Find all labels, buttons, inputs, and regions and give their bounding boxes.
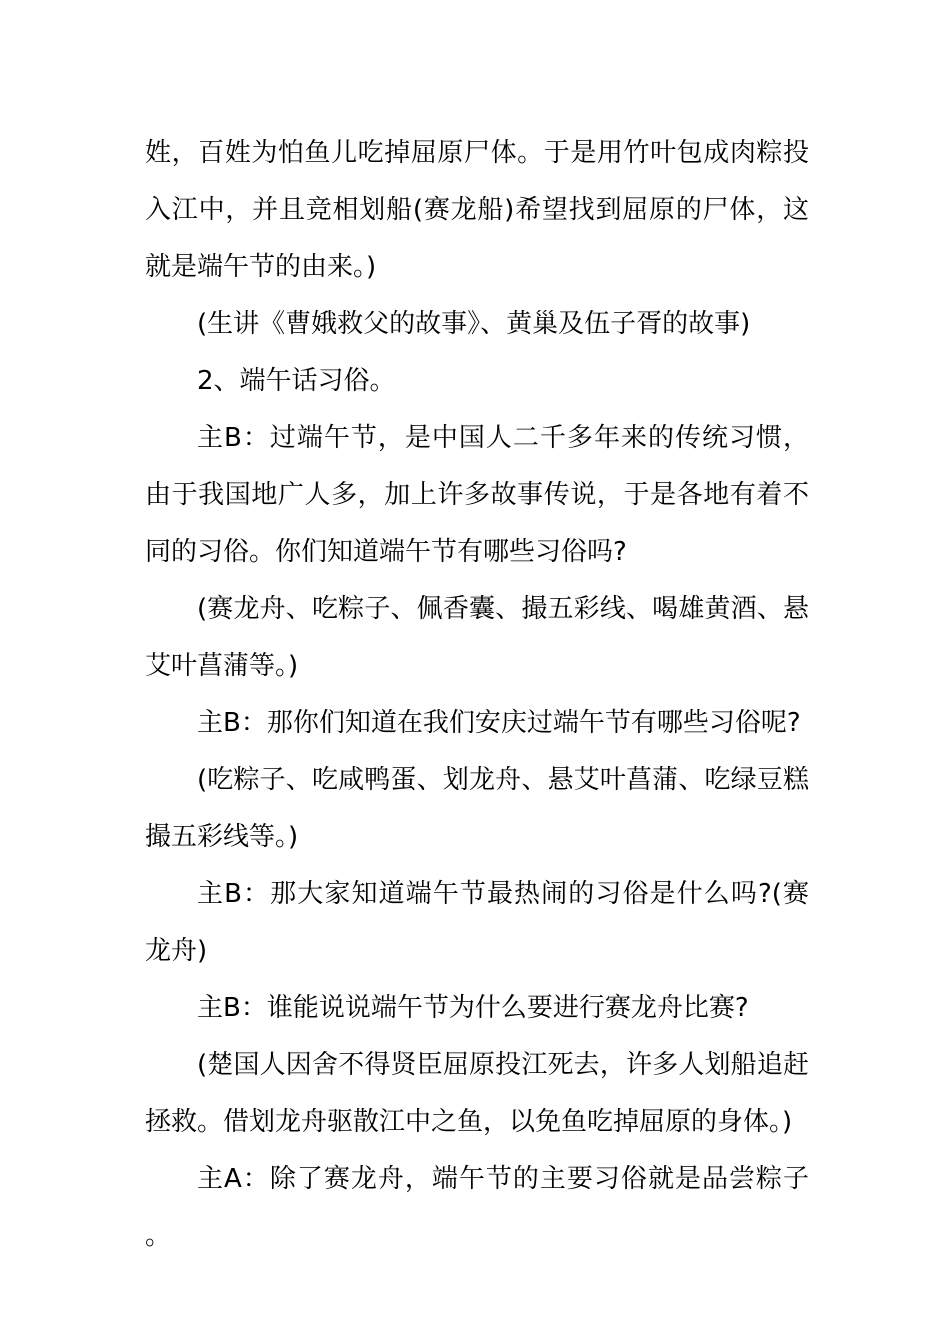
paragraph-host-b-question-customs: 主B：过端午节，是中国人二千多年来的传统习惯，由于我国地广人多，加上许多故事传说，于是各地有着不同的习俗。你们知道端午节有哪些习俗吗? [145,423,809,567]
paragraph-host-b-question-why-race: 主B：谁能说说端午节为什么要进行赛龙舟比赛? [197,993,749,1023]
paragraph-answer-anqing: (吃粽子、吃咸鸭蛋、划龙舟、悬艾叶菖蒲、吃绿豆糕撮五彩线等。) [145,765,809,852]
section-heading-customs: 2、端午话习俗。 [197,366,396,396]
paragraph-answer-why-race: (楚国人因舍不得贤臣屈原投江死去，许多人划船追赶拯救。借划龙舟驱散江中之鱼，以免鱼吃掉屈原的身体。) [145,1050,809,1137]
paragraph-continuation: 姓，百姓为怕鱼儿吃掉屈原尸体。于是用竹叶包成肉粽投入江中，并且竞相划船(赛龙船)希望找到屈原的尸体，这就是端午节的由来。) [145,138,809,282]
document-body [145,125,809,1265]
paragraph-answer-customs: (赛龙舟、吃粽子、佩香囊、撮五彩线、喝雄黄酒、悬艾叶菖蒲等。) [145,594,809,681]
paragraph-host-b-question-anqing: 主B：那你们知道在我们安庆过端午节有哪些习俗呢? [197,708,801,738]
paragraph-student-stories: (生讲《曹娥救父的故事》、黄巢及伍子胥的故事) [197,309,751,339]
paragraph-host-a-zongzi: 主A：除了赛龙舟，端午节的主要习俗就是品尝粽子。 [145,1164,809,1251]
paragraph-host-b-question-liveliest: 主B：那大家知道端午节最热闹的习俗是什么吗?(赛龙舟) [145,879,809,966]
